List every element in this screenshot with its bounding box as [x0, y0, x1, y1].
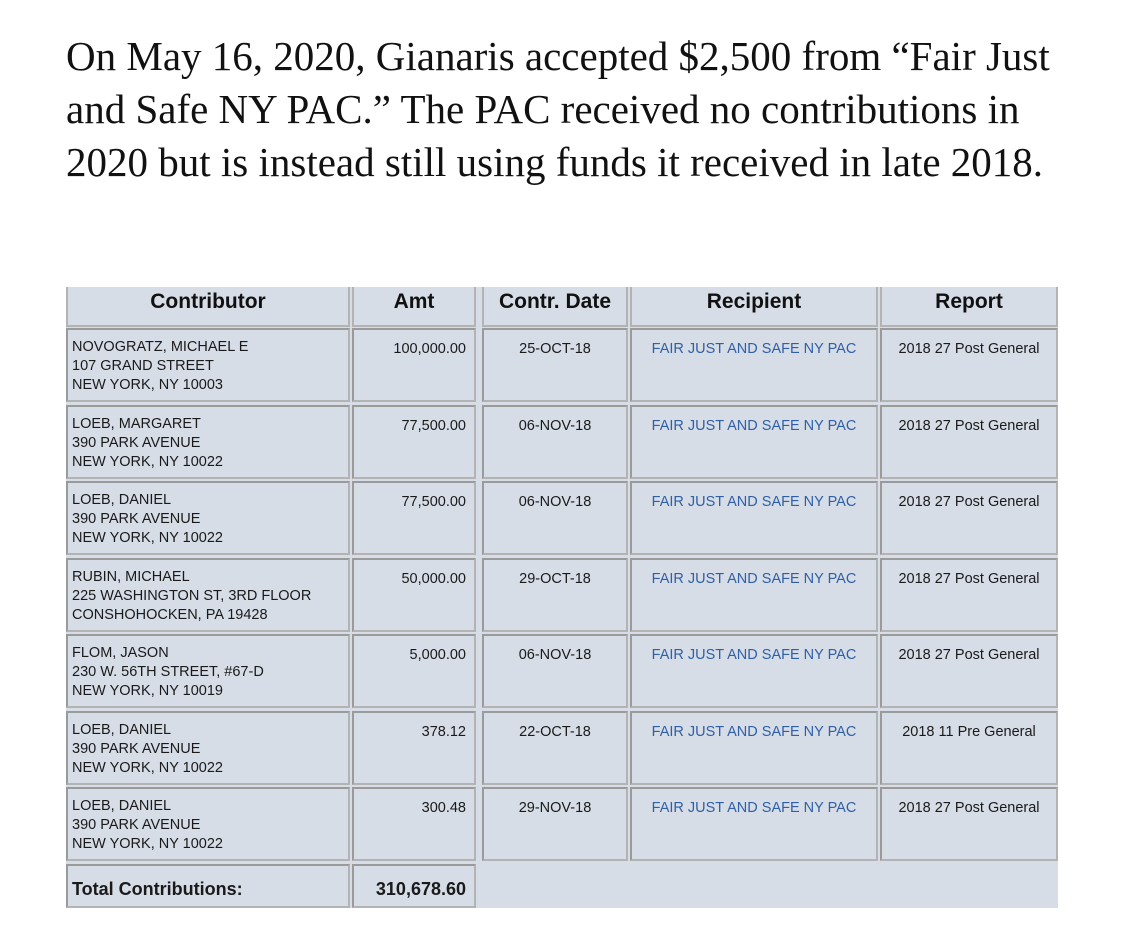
report-cell	[880, 634, 1058, 708]
contributor-address-line2: NEW YORK, NY 10022	[72, 760, 223, 776]
contributor-address-line1: 390 PARK AVENUE	[72, 435, 201, 451]
contributor-address-line1: 230 W. 56TH STREET, #67-D	[72, 664, 264, 680]
recipient-link[interactable]: FAIR JUST AND SAFE NY PAC	[651, 494, 857, 510]
amount-cell	[352, 558, 476, 632]
report-cell	[880, 405, 1058, 479]
contributor-address-line1: 225 WASHINGTON ST, 3RD FLOOR	[72, 588, 312, 604]
amount-value: 378.12	[421, 724, 466, 740]
header-contributor: Contributor	[66, 287, 350, 327]
recipient-cell	[630, 711, 878, 785]
contributor-cell	[66, 558, 350, 632]
report-value: 2018 11 Pre General	[902, 724, 1036, 740]
contributions-table	[66, 287, 1058, 908]
date-value: 22-OCT-18	[519, 724, 591, 740]
contributor-name: FLOM, JASON	[72, 645, 169, 661]
contributor-name: LOEB, MARGARET	[72, 416, 201, 432]
date-cell	[482, 481, 628, 555]
amount-cell	[352, 481, 476, 555]
recipient-link[interactable]: FAIR JUST AND SAFE NY PAC	[651, 724, 857, 740]
amount-value: 77,500.00	[401, 418, 466, 434]
amount-value: 77,500.00	[401, 494, 466, 510]
recipient-link[interactable]: FAIR JUST AND SAFE NY PAC	[651, 571, 857, 587]
amount-cell	[352, 328, 476, 402]
recipient-link[interactable]: FAIR JUST AND SAFE NY PAC	[651, 341, 857, 357]
date-cell	[482, 634, 628, 708]
contributor-address-line1: 390 PARK AVENUE	[72, 741, 201, 757]
report-cell	[880, 787, 1058, 861]
report-cell	[880, 711, 1058, 785]
contributor-address-line2: NEW YORK, NY 10022	[72, 836, 223, 852]
contributor-name: LOEB, DANIEL	[72, 798, 172, 814]
amount-value: 50,000.00	[401, 571, 466, 587]
total-label: Total Contributions:	[66, 864, 350, 908]
contributor-address-line1: 390 PARK AVENUE	[72, 511, 201, 527]
recipient-link[interactable]: FAIR JUST AND SAFE NY PAC	[651, 800, 857, 816]
recipient-link[interactable]: FAIR JUST AND SAFE NY PAC	[651, 647, 857, 663]
contributor-cell	[66, 405, 350, 479]
contributor-address-line2: NEW YORK, NY 10019	[72, 683, 223, 699]
report-value: 2018 27 Post General	[898, 418, 1040, 434]
date-value: 06-NOV-18	[518, 647, 592, 663]
date-cell	[482, 787, 628, 861]
report-value: 2018 27 Post General	[898, 571, 1040, 587]
date-value: 29-OCT-18	[519, 571, 591, 587]
amount-cell	[352, 405, 476, 479]
report-value: 2018 27 Post General	[898, 341, 1040, 357]
intro-paragraph: On May 16, 2020, Gianaris accepted $2,500 from “Fair Just and Safe NY PAC.” The PAC received no contributions in 2020 but is instead still using funds it received in late 2018.	[66, 33, 1050, 185]
contributor-name: LOEB, DANIEL	[72, 492, 172, 508]
date-value: 06-NOV-18	[518, 418, 592, 434]
date-value: 06-NOV-18	[518, 494, 592, 510]
header-recipient: Recipient	[630, 287, 878, 327]
amount-cell	[352, 787, 476, 861]
date-value: 29-NOV-18	[518, 800, 592, 816]
report-value: 2018 27 Post General	[898, 647, 1040, 663]
report-value: 2018 27 Post General	[898, 494, 1040, 510]
report-cell	[880, 481, 1058, 555]
recipient-cell	[630, 634, 878, 708]
date-cell	[482, 405, 628, 479]
contributor-cell	[66, 634, 350, 708]
header-date: Contr. Date	[482, 287, 628, 327]
report-cell	[880, 328, 1058, 402]
amount-value: 100,000.00	[393, 341, 466, 357]
contributor-cell	[66, 787, 350, 861]
contributor-cell	[66, 481, 350, 555]
contributor-address-line1: 390 PARK AVENUE	[72, 817, 201, 833]
report-cell	[880, 558, 1058, 632]
contributor-address-line2: CONSHOHOCKEN, PA 19428	[72, 607, 268, 623]
contributor-cell	[66, 711, 350, 785]
recipient-link[interactable]: FAIR JUST AND SAFE NY PAC	[651, 418, 857, 434]
date-value: 25-OCT-18	[519, 341, 591, 357]
recipient-cell	[630, 558, 878, 632]
recipient-cell	[630, 405, 878, 479]
header-amount: Amt	[352, 287, 476, 327]
header-report: Report	[880, 287, 1058, 327]
amount-value: 300.48	[421, 800, 466, 816]
contributor-address-line2: NEW YORK, NY 10022	[72, 530, 223, 546]
amount-cell	[352, 634, 476, 708]
date-cell	[482, 558, 628, 632]
contributor-cell	[66, 328, 350, 402]
recipient-cell	[630, 481, 878, 555]
date-cell	[482, 711, 628, 785]
contributor-address-line1: 107 GRAND STREET	[72, 358, 214, 374]
amount-cell	[352, 711, 476, 785]
report-value: 2018 27 Post General	[898, 800, 1040, 816]
recipient-cell	[630, 328, 878, 402]
contributor-name: NOVOGRATZ, MICHAEL E	[72, 339, 249, 355]
contributor-address-line2: NEW YORK, NY 10003	[72, 377, 223, 393]
amount-value: 5,000.00	[409, 647, 466, 663]
contributor-name: RUBIN, MICHAEL	[72, 569, 190, 585]
recipient-cell	[630, 787, 878, 861]
date-cell	[482, 328, 628, 402]
contributor-name: LOEB, DANIEL	[72, 722, 172, 738]
contributor-address-line2: NEW YORK, NY 10022	[72, 454, 223, 470]
total-value: 310,678.60	[352, 864, 476, 908]
